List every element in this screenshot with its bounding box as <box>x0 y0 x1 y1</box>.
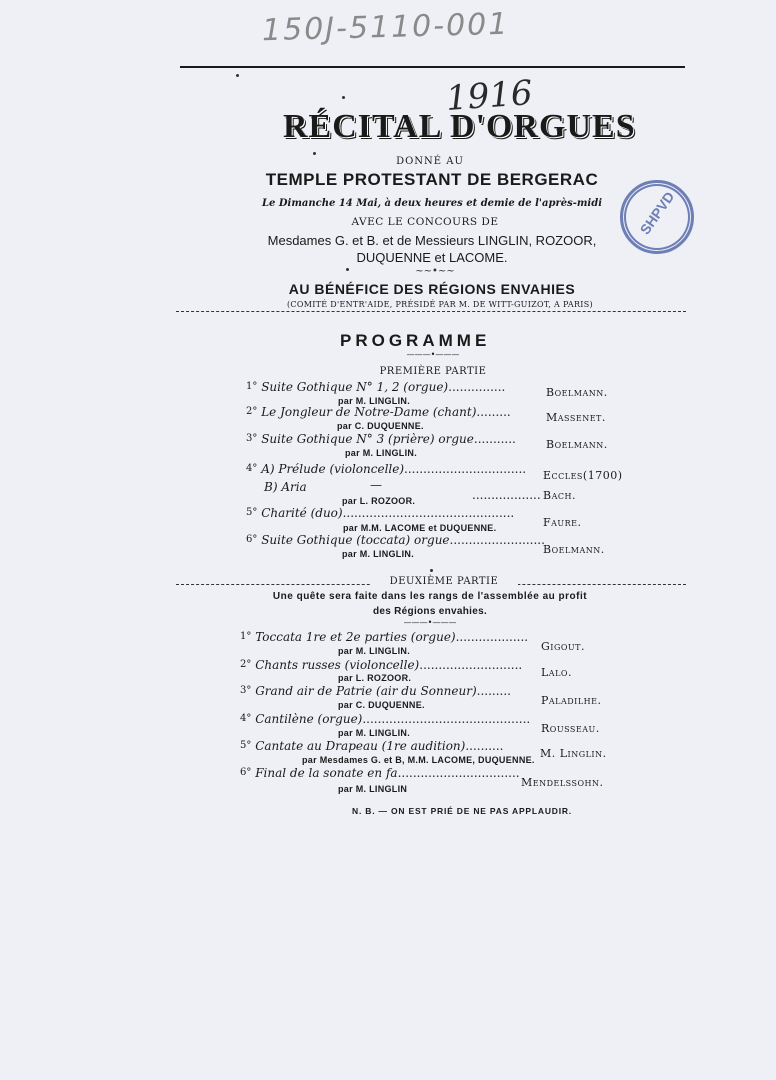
event-date: Le Dimanche 14 Mai, à deux heures et demie de l'après-midi <box>261 198 603 209</box>
programme-item: 1° Toccata 1re et 2e parties (orgue)................... <box>240 630 529 644</box>
composer: Lalo. <box>541 666 572 679</box>
performer: par C. DUQUENNE. <box>337 421 424 431</box>
page-title: RÉCITAL D'ORGUES <box>283 108 636 145</box>
composer: Massenet. <box>546 411 606 424</box>
programme-ornament: ———•——— <box>403 618 457 627</box>
composer: Boelmann. <box>546 386 608 399</box>
aria-dash: — <box>370 478 382 492</box>
donne-au: DONNÉ AU <box>396 156 464 167</box>
composer: Rousseau. <box>541 722 600 735</box>
performer: par L. ROZOOR. <box>342 496 416 506</box>
aria-dots: .................. <box>472 488 541 502</box>
shpvd-stamp <box>620 180 694 254</box>
quete-line-1: Une quête sera faite dans les rangs de l'assemblée au profit <box>272 591 588 602</box>
venue: TEMPLE PROTESTANT DE BERGERAC <box>265 170 599 189</box>
programme-item: 1° Suite Gothique N° 1, 2 (orgue)............... <box>246 380 506 394</box>
programme-title: PROGRAMME <box>340 331 491 350</box>
stamp-text: SHPVD <box>636 188 678 238</box>
performer: par M. LINGLIN. <box>338 646 410 656</box>
performer: par M. LINGLIN. <box>342 549 414 559</box>
performers-line-2: DUQUENNE et LACOME. <box>356 250 508 265</box>
divider-rule <box>176 311 686 312</box>
programme-item: 2° Chants russes (violoncelle)........................... <box>240 658 523 672</box>
performer: par L. ROZOOR. <box>338 673 412 683</box>
composer: Faure. <box>543 516 582 529</box>
performer: par M. LINGLIN. <box>338 728 410 738</box>
programme-ornament: ———•——— <box>406 350 460 359</box>
performer: par C. DUQUENNE. <box>338 700 425 710</box>
benefit-line: AU BÉNÉFICE DES RÉGIONS ENVAHIES <box>288 281 576 297</box>
concours-line: AVEC LE CONCOURS DE <box>351 216 499 228</box>
performers-line-1: Mesdames G. et B. et de Messieurs LINGLIN, ROZOOR, <box>267 233 597 248</box>
programme-item: 4° A) Prélude (violoncelle)................................ <box>246 462 527 476</box>
print-speck <box>313 152 316 155</box>
part-2-heading: DEUXIÈME PARTIE <box>370 576 518 587</box>
composer: Gigout. <box>541 640 585 653</box>
ornament-squiggle: ~~•~~ <box>415 266 455 277</box>
performer: par M. LINGLIN. <box>345 448 417 458</box>
programme-item: 3° Suite Gothique N° 3 (prière) orgue........... <box>246 432 516 446</box>
applause-note: N. B. — ON EST PRIÉ DE NE PAS APPLAUDIR. <box>352 806 572 816</box>
quete-line-2: des Régions envahies. <box>372 606 488 617</box>
programme-item: 4° Cantilène (orgue)............................................ <box>240 712 531 726</box>
performer: par M.M. LACOME et DUQUENNE. <box>343 523 497 533</box>
programme-item: 6° Suite Gothique (toccata) orgue......................... <box>246 533 545 547</box>
performer: par Mesdames G. et B, M.M. LACOME, DUQUENNE. <box>302 755 535 765</box>
comite-line: (COMITÉ D'ENTR'AIDE, PRÉSIDÉ PAR M. DE WITT-GUIZOT, A PARIS) <box>287 300 593 309</box>
composer: Eccles(1700) <box>543 469 623 482</box>
performer: par M. LINGLIN. <box>338 396 410 406</box>
part-1-heading: PREMIÈRE PARTIE <box>379 366 487 377</box>
composer: Boelmann. <box>546 438 608 451</box>
programme-item: 2° Le Jongleur de Notre-Dame (chant)......... <box>246 405 511 419</box>
programme-item: 5° Cantate au Drapeau (1re audition).......... <box>240 739 504 753</box>
programme-item: 3° Grand air de Patrie (air du Sonneur)......... <box>240 684 511 698</box>
print-speck <box>346 268 349 271</box>
composer: Paladilhe. <box>541 694 602 707</box>
archive-reference: 150J-5110-001 <box>261 6 510 49</box>
programme-item: B) Aria <box>264 480 307 494</box>
programme-item: 5° Charité (duo)............................................. <box>246 506 515 520</box>
composer: M. Linglin. <box>540 747 607 760</box>
handwritten-year: 1916 <box>444 73 534 119</box>
programme-item: 6° Final de la sonate en fa................................ <box>240 766 520 780</box>
print-speck <box>236 74 239 77</box>
print-speck <box>430 569 433 572</box>
composer: Mendelssohn. <box>521 776 604 789</box>
top-rule <box>180 66 685 68</box>
composer: Boelmann. <box>543 543 605 556</box>
composer: Bach. <box>543 489 576 502</box>
performer: par M. LINGLIN <box>338 784 408 794</box>
print-speck <box>342 96 345 99</box>
